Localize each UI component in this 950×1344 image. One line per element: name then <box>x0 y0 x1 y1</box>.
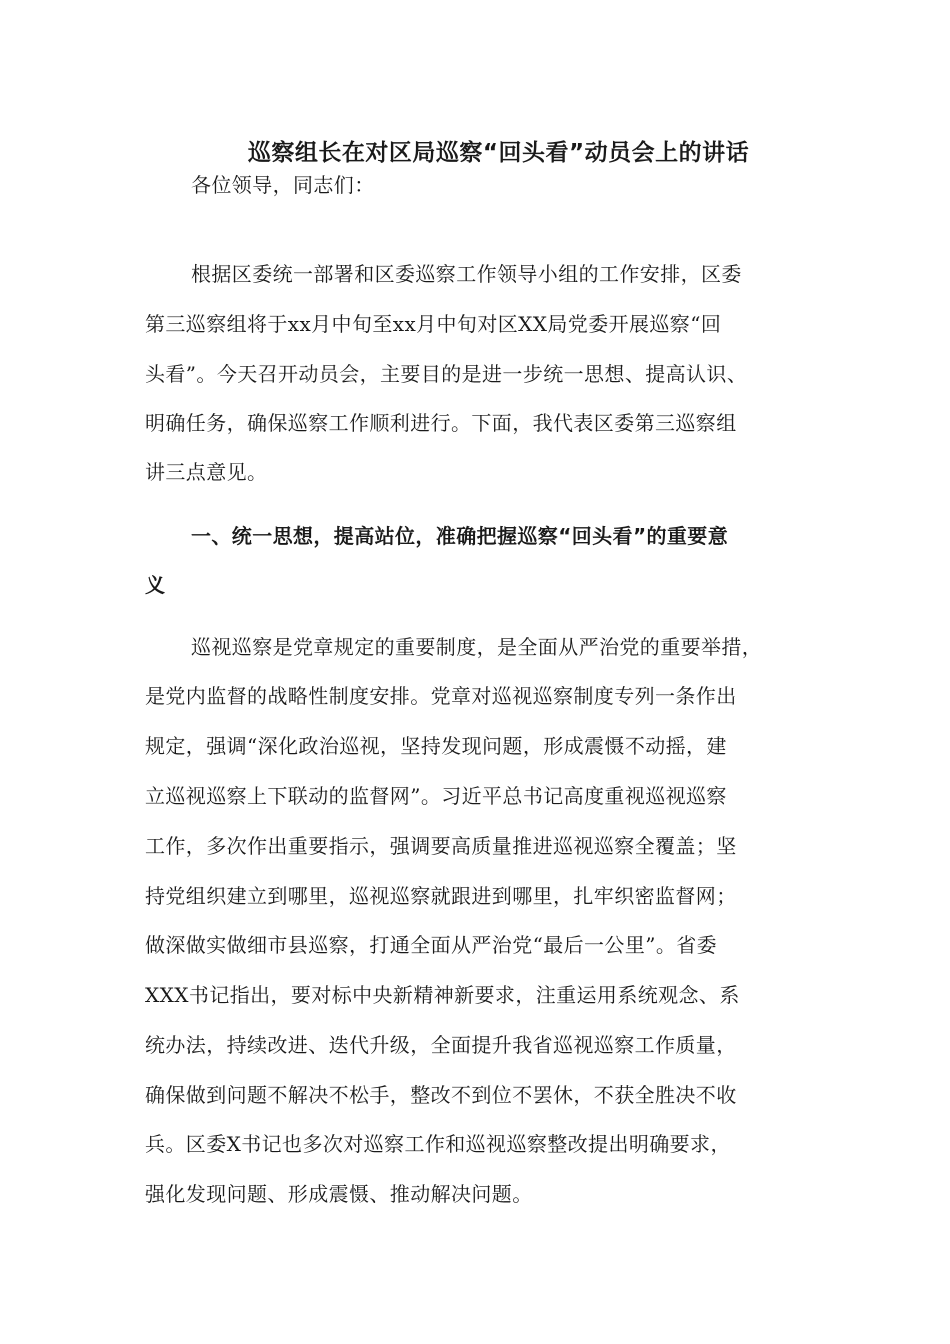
paragraph-1-line: 头看”。今天召开动员会，主要目的是进一步统一思想、提高认识、 <box>145 362 748 386</box>
greeting: 各位领导，同志们： <box>191 173 375 197</box>
paragraph-1-line: 根据区委统一部署和区委巡察工作领导小组的工作安排，区委 <box>191 262 742 286</box>
section-heading-line: 义 <box>145 573 166 597</box>
section-heading-line: 一、统一思想，提高站位，准确把握巡察“回头看”的重要意 <box>191 524 729 548</box>
paragraph-1-line: 第三巡察组将于xx月中旬至xx月中旬对区XX局党委开展巡察“回 <box>145 312 722 336</box>
paragraph-2-line: 巡视巡察是党章规定的重要制度，是全面从严治党的重要举措， <box>191 635 763 659</box>
paragraph-2-line: 工作，多次作出重要指示，强调要高质量推进巡视巡察全覆盖；坚 <box>145 834 737 858</box>
paragraph-2-line: 持党组织建立到哪里，巡视巡察就跟进到哪里，扎牢织密监督网； <box>145 884 737 908</box>
document-title: 巡察组长在对区局巡察“回头看”动员会上的讲话 <box>247 140 750 166</box>
paragraph-2-line: XXX书记指出，要对标中央新精神新要求，注重运用系统观念、系 <box>145 983 740 1007</box>
paragraph-1-line: 明确任务，确保巡察工作顺利进行。下面，我代表区委第三巡察组 <box>145 411 737 435</box>
paragraph-2-line: 统办法，持续改进、迭代升级，全面提升我省巡视巡察工作质量， <box>145 1033 737 1057</box>
paragraph-2-line: 兵。区委X书记也多次对巡察工作和巡视巡察整改提出明确要求， <box>145 1132 731 1156</box>
paragraph-2-line: 做深做实做细市县巡察，打通全面从严治党“最后一公里”。省委 <box>145 933 718 957</box>
paragraph-2-line: 是党内监督的战略性制度安排。党章对巡视巡察制度专列一条作出 <box>145 684 737 708</box>
paragraph-1-line: 讲三点意见。 <box>145 460 268 484</box>
paragraph-2-line: 确保做到问题不解决不松手，整改不到位不罢休，不获全胜决不收 <box>145 1083 737 1107</box>
paragraph-2-line: 强化发现问题、形成震慑、推动解决问题。 <box>145 1182 533 1206</box>
paragraph-2-line: 立巡视巡察上下联动的监督网”。习近平总书记高度重视巡视巡察 <box>145 784 727 808</box>
paragraph-2-line: 规定，强调“深化政治巡视，坚持发现问题，形成震慑不动摇，建 <box>145 734 727 758</box>
